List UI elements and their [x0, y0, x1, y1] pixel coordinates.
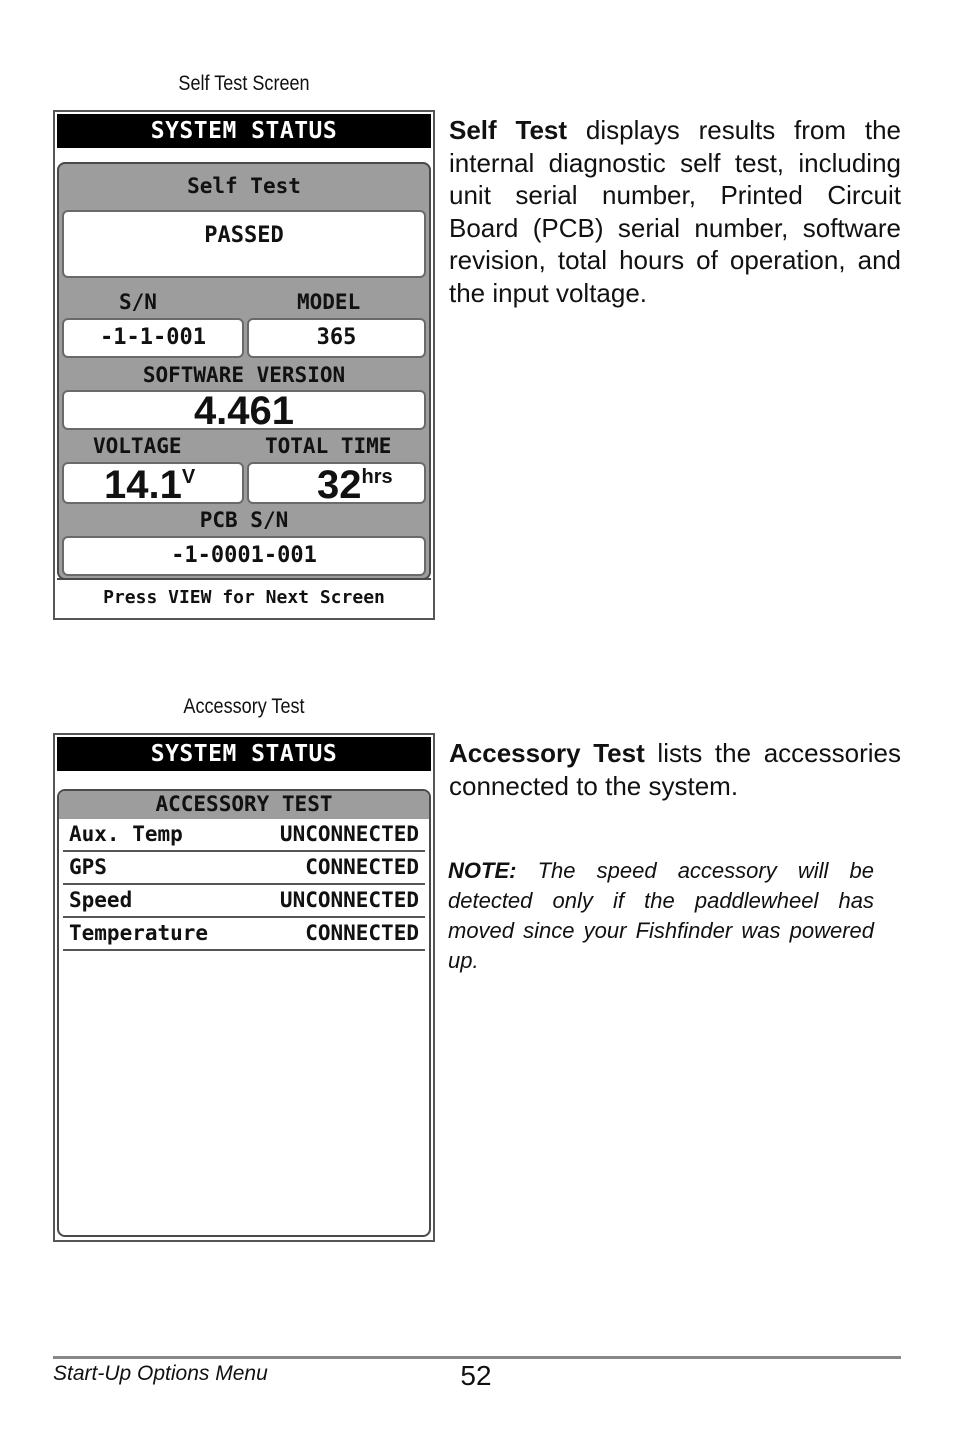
accessory-test-description	[449, 737, 901, 802]
sn-label: S/N	[119, 290, 157, 314]
accessory-status: CONNECTED	[305, 921, 419, 945]
pcb-label: PCB S/N	[199, 508, 289, 532]
accessory-status: UNCONNECTED	[279, 822, 419, 846]
footer-rule	[53, 1356, 901, 1359]
accessory-name: Aux. Temp	[69, 822, 183, 846]
footer-section-title: Start-Up Options Menu	[53, 1362, 268, 1385]
note-label: NOTE:	[448, 858, 517, 883]
speed-note	[448, 856, 874, 976]
accessory-status: UNCONNECTED	[279, 888, 419, 912]
total-time-box	[247, 462, 426, 507]
total-time-unit: hrs	[361, 466, 393, 488]
accessory-row	[63, 918, 425, 951]
total-time-label: TOTAL TIME	[265, 434, 392, 458]
accessory-row	[63, 885, 425, 918]
voltage-unit: V	[181, 466, 196, 488]
voltage-label: VOLTAGE	[93, 434, 182, 458]
page-number: 52	[460, 1360, 492, 1391]
accessory-name: Speed	[69, 888, 133, 912]
accessory-row	[63, 819, 425, 852]
model-label: MODEL	[297, 290, 361, 314]
pcb-value: -1-0001-001	[62, 536, 426, 576]
sn-value: -1-1-001	[62, 318, 244, 358]
self-test-screen	[53, 110, 435, 620]
voltage-value: 14.1	[104, 463, 182, 507]
accessory-test-screen	[53, 733, 435, 1242]
self-test-caption: Self Test Screen	[178, 72, 310, 95]
accessory-name: Temperature	[69, 921, 209, 945]
accessory-name: GPS	[69, 855, 107, 879]
accessory-test-text: lists the accessories connected to the system.	[449, 738, 901, 801]
screen-title: SYSTEM STATUS	[57, 737, 431, 771]
note-text: The speed accessory will be detected only if the paddlewheel has moved since your Fishfinder was powered up.	[448, 858, 874, 973]
accessory-heading: ACCESSORY TEST	[155, 792, 333, 816]
voltage-box	[62, 462, 244, 507]
self-test-heading: Self Test	[187, 174, 301, 198]
self-test-description	[449, 114, 901, 309]
next-screen-hint: Press VIEW for Next Screen	[57, 578, 431, 616]
accessory-panel	[57, 789, 431, 1237]
model-value: 365	[247, 318, 426, 358]
accessory-row	[63, 852, 425, 885]
self-test-text: displays results from the internal diagnostic self test, including unit serial number, Printed Circuit Board (PCB) serial number, software revision, total hours of operation, and the input voltage.	[449, 115, 901, 308]
screen-title: SYSTEM STATUS	[57, 114, 431, 148]
software-value: 4.461	[62, 390, 426, 430]
accessory-status: CONNECTED	[305, 855, 419, 879]
self-test-result: PASSED	[62, 210, 426, 278]
self-test-term: Self Test	[449, 115, 568, 145]
self-test-panel	[57, 162, 431, 580]
accessory-test-caption: Accessory Test	[183, 695, 305, 718]
total-time-value: 32	[317, 463, 362, 507]
software-label: SOFTWARE VERSION	[142, 363, 346, 387]
accessory-test-term: Accessory Test	[449, 738, 645, 768]
